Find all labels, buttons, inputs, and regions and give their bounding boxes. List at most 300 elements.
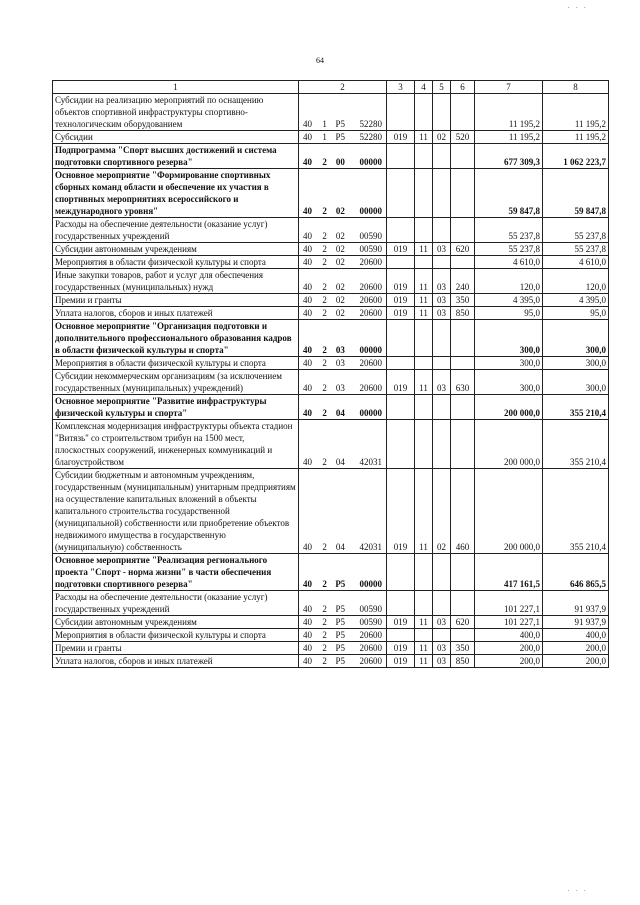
row-col5: 03: [433, 269, 451, 294]
row-col3: [387, 256, 415, 269]
row-code: [299, 370, 387, 395]
header-cell-4: 4: [415, 81, 433, 94]
row-col6: [451, 320, 475, 357]
code-part-c1: 40: [303, 308, 312, 318]
row-col5: [433, 144, 451, 169]
code-grid: [301, 578, 384, 590]
row-col4: [415, 320, 433, 357]
row-name: Субсидии некоммерческим организациям (за исключением государственных (муниципальных) учреждений): [53, 370, 299, 395]
row-col6: [451, 144, 475, 169]
code-part-c3: P5: [335, 617, 346, 627]
row-col3: 019: [387, 616, 415, 629]
row-amount-2: 355 210,4: [543, 420, 609, 469]
row-col5: 03: [433, 243, 451, 256]
row-col6: 850: [451, 655, 475, 668]
row-col4: [415, 218, 433, 243]
code-part-c3: 02: [335, 308, 345, 318]
row-col6: 620: [451, 243, 475, 256]
table-row: [53, 370, 609, 395]
code-part-c1: 40: [303, 358, 312, 368]
code-part-c1: 40: [303, 345, 312, 355]
code-part-c4: 00590: [359, 231, 382, 241]
table-row: [53, 256, 609, 269]
code-part-c4: 20600: [359, 257, 382, 267]
row-amount-2: 55 237,8: [543, 218, 609, 243]
code-grid: [301, 407, 384, 419]
code-part-c4: 00590: [359, 244, 382, 254]
header-cell-7: 7: [475, 81, 543, 94]
row-col4: [415, 144, 433, 169]
row-col5: [433, 256, 451, 269]
code-part-c2: 2: [322, 231, 327, 241]
row-name: Субсидии бюджетным и автономным учреждениям, государственным (муниципальным) унитарным предприятиям на осуществление капитальных вложений в объекты капитального строительства государственной (муниципальной) собственности или приобретение объектов недвижимого имущества в государственную (муниципальную) собственность: [53, 469, 299, 554]
code-part-c1: 40: [303, 656, 312, 666]
row-code: [299, 554, 387, 591]
row-name: Мероприятия в области физической культуры и спорта: [53, 629, 299, 642]
row-col3: [387, 94, 415, 131]
row-amount-1: 400,0: [475, 629, 543, 642]
code-part-c3: 03: [335, 383, 345, 393]
code-part-c2: 2: [322, 457, 327, 467]
code-part-c1: 40: [303, 643, 312, 653]
row-col6: [451, 256, 475, 269]
row-col6: 240: [451, 269, 475, 294]
header-cell-5: 5: [433, 81, 451, 94]
code-part-c4: 20600: [359, 358, 382, 368]
row-amount-2: 200,0: [543, 655, 609, 668]
row-col3: 019: [387, 294, 415, 307]
row-amount-2: 4 610,0: [543, 256, 609, 269]
row-col4: 11: [415, 642, 433, 655]
row-col5: [433, 94, 451, 131]
code-part-c4: 20600: [359, 308, 382, 318]
code-part-c2: 1: [322, 132, 327, 142]
row-col4: 11: [415, 243, 433, 256]
row-amount-2: 400,0: [543, 629, 609, 642]
row-col5: [433, 629, 451, 642]
code-part-c3: 04: [335, 542, 345, 552]
code-part-c4: 20600: [359, 383, 382, 393]
row-col6: 850: [451, 307, 475, 320]
code-part-c4: 20600: [359, 630, 382, 640]
row-col5: 02: [433, 469, 451, 554]
code-part-c3: P5: [335, 643, 346, 653]
row-amount-2: 11 195,2: [543, 131, 609, 144]
table-row: [53, 243, 609, 256]
row-col4: [415, 94, 433, 131]
row-col5: [433, 420, 451, 469]
row-amount-1: 200,0: [475, 642, 543, 655]
table-row: [53, 357, 609, 370]
row-col4: 11: [415, 370, 433, 395]
row-amount-2: 59 847,8: [543, 169, 609, 218]
row-col5: [433, 320, 451, 357]
row-col3: [387, 357, 415, 370]
row-name: Субсидии на реализацию мероприятий по оснащению объектов спортивной инфраструктуры спортивно-технологическим оборудованием: [53, 94, 299, 131]
code-grid: [301, 655, 384, 667]
row-col6: [451, 169, 475, 218]
code-part-c3: P5: [335, 119, 346, 129]
header-cell-1: 1: [53, 81, 299, 94]
row-amount-1: 200 000,0: [475, 395, 543, 420]
code-part-c1: 40: [303, 604, 312, 614]
row-col4: [415, 395, 433, 420]
row-amount-2: 355 210,4: [543, 469, 609, 554]
row-amount-1: 55 237,8: [475, 243, 543, 256]
row-col6: [451, 629, 475, 642]
row-col5: 03: [433, 616, 451, 629]
code-grid: [301, 541, 384, 553]
table-row: [53, 320, 609, 357]
row-amount-2: 11 195,2: [543, 94, 609, 131]
row-col3: 019: [387, 469, 415, 554]
code-part-c4: 52280: [359, 132, 382, 142]
row-col3: 019: [387, 131, 415, 144]
code-grid: [301, 603, 384, 615]
code-part-c2: 2: [322, 157, 327, 167]
row-col3: [387, 629, 415, 642]
row-col5: 03: [433, 655, 451, 668]
budget-table: [52, 80, 609, 668]
row-amount-1: 59 847,8: [475, 169, 543, 218]
code-part-c1: 40: [303, 132, 312, 142]
code-part-c4: 00590: [359, 604, 382, 614]
row-col5: 03: [433, 307, 451, 320]
row-amount-1: 417 161,5: [475, 554, 543, 591]
row-amount-1: 4 610,0: [475, 256, 543, 269]
header-cell-8: 8: [543, 81, 609, 94]
row-amount-2: 200,0: [543, 642, 609, 655]
row-col5: 02: [433, 131, 451, 144]
row-code: [299, 218, 387, 243]
row-col3: [387, 144, 415, 169]
code-part-c3: 04: [335, 408, 345, 418]
code-part-c1: 40: [303, 295, 312, 305]
code-part-c3: 03: [335, 345, 345, 355]
row-amount-1: 677 309,3: [475, 144, 543, 169]
row-name: Уплата налогов, сборов и иных платежей: [53, 307, 299, 320]
row-col6: 350: [451, 642, 475, 655]
row-col3: 019: [387, 642, 415, 655]
row-col3: [387, 591, 415, 616]
row-col4: 11: [415, 469, 433, 554]
row-col4: [415, 357, 433, 370]
table-row: [53, 269, 609, 294]
row-col3: [387, 554, 415, 591]
row-col4: 11: [415, 131, 433, 144]
row-amount-1: 200 000,0: [475, 420, 543, 469]
code-part-c3: 04: [335, 457, 345, 467]
row-amount-2: 91 937,9: [543, 591, 609, 616]
table-row: [53, 420, 609, 469]
row-code: [299, 616, 387, 629]
row-col3: [387, 169, 415, 218]
row-amount-1: 300,0: [475, 357, 543, 370]
table-row: [53, 591, 609, 616]
code-part-c3: 02: [335, 206, 345, 216]
table-row: [53, 218, 609, 243]
row-col3: [387, 420, 415, 469]
code-part-c4: 42031: [359, 457, 382, 467]
row-col6: [451, 554, 475, 591]
row-code: [299, 469, 387, 554]
header-cell-6: 6: [451, 81, 475, 94]
row-col4: 11: [415, 269, 433, 294]
row-col4: [415, 256, 433, 269]
code-part-c1: 40: [303, 408, 312, 418]
row-amount-2: 95,0: [543, 307, 609, 320]
table-body: [53, 81, 609, 668]
table-row: [53, 642, 609, 655]
row-col3: [387, 320, 415, 357]
code-part-c1: 40: [303, 383, 312, 393]
row-col3: [387, 218, 415, 243]
code-part-c2: 2: [322, 630, 327, 640]
code-part-c1: 40: [303, 206, 312, 216]
row-name: Комплексная модернизация инфраструктуры объекта стадион "Витязь" со строительством трибун на 1500 мест, плоскостных сооружений, инженерных коммуникаций и благоустройством: [53, 420, 299, 469]
code-part-c3: P5: [335, 132, 346, 142]
code-grid: [301, 344, 384, 356]
code-part-c1: 40: [303, 257, 312, 267]
code-part-c4: 20600: [359, 656, 382, 666]
row-amount-2: 55 237,8: [543, 243, 609, 256]
code-part-c4: 00000: [359, 345, 382, 355]
row-col5: [433, 218, 451, 243]
row-col6: [451, 591, 475, 616]
row-col5: 03: [433, 370, 451, 395]
code-part-c1: 40: [303, 157, 312, 167]
code-part-c2: 2: [322, 542, 327, 552]
row-name: Основное мероприятие "Формирование спортивных сборных команд области и обеспечение их участия в спортивных мероприятиях всероссийского и международного уровня": [53, 169, 299, 218]
row-col5: [433, 591, 451, 616]
code-part-c4: 00000: [359, 579, 382, 589]
row-name: Субсидии: [53, 131, 299, 144]
code-part-c4: 00000: [359, 206, 382, 216]
row-code: [299, 256, 387, 269]
row-code: [299, 94, 387, 131]
row-code: [299, 591, 387, 616]
row-col6: [451, 395, 475, 420]
row-amount-2: 120,0: [543, 269, 609, 294]
row-col6: 350: [451, 294, 475, 307]
row-amount-2: 300,0: [543, 357, 609, 370]
row-col5: [433, 357, 451, 370]
code-part-c1: 40: [303, 231, 312, 241]
table-row: [53, 554, 609, 591]
code-part-c4: 52280: [359, 119, 382, 129]
row-amount-1: 200 000,0: [475, 469, 543, 554]
code-part-c1: 40: [303, 579, 312, 589]
code-part-c3: 02: [335, 282, 345, 292]
row-amount-1: 200,0: [475, 655, 543, 668]
code-part-c4: 00000: [359, 157, 382, 167]
row-col3: [387, 395, 415, 420]
code-part-c2: 2: [322, 295, 327, 305]
row-amount-1: 55 237,8: [475, 218, 543, 243]
row-amount-2: 355 210,4: [543, 395, 609, 420]
code-part-c1: 40: [303, 457, 312, 467]
code-part-c2: 2: [322, 358, 327, 368]
code-part-c1: 40: [303, 119, 312, 129]
row-name: Мероприятия в области физической культуры и спорта: [53, 256, 299, 269]
row-name: Подпрограмма "Спорт высших достижений и система подготовки спортивного резерва": [53, 144, 299, 169]
code-part-c2: 2: [322, 408, 327, 418]
row-col4: [415, 554, 433, 591]
table-row: [53, 469, 609, 554]
code-part-c2: 2: [322, 656, 327, 666]
code-part-c1: 40: [303, 244, 312, 254]
code-part-c3: P5: [335, 656, 346, 666]
row-code: [299, 420, 387, 469]
row-col3: 019: [387, 370, 415, 395]
table-row: [53, 629, 609, 642]
code-part-c4: 20600: [359, 282, 382, 292]
code-part-c2: 2: [322, 579, 327, 589]
code-part-c4: 20600: [359, 643, 382, 653]
row-name: Основное мероприятие "Организация подготовки и дополнительного профессионального образования кадров в области физической культуры и спорта": [53, 320, 299, 357]
code-part-c3: 02: [335, 244, 345, 254]
row-name: Основное мероприятие "Развитие инфраструктуры физической культуры и спорта": [53, 395, 299, 420]
row-code: [299, 131, 387, 144]
row-amount-1: 4 395,0: [475, 294, 543, 307]
row-amount-1: 11 195,2: [475, 94, 543, 131]
row-col5: [433, 554, 451, 591]
row-col3: 019: [387, 269, 415, 294]
top-corner-mark: · · ·: [567, 4, 588, 12]
row-col6: 630: [451, 370, 475, 395]
row-code: [299, 642, 387, 655]
code-part-c2: 2: [322, 244, 327, 254]
table-row: [53, 294, 609, 307]
code-part-c1: 40: [303, 282, 312, 292]
row-amount-1: 300,0: [475, 320, 543, 357]
code-part-c3: 02: [335, 295, 345, 305]
row-name: Премии и гранты: [53, 642, 299, 655]
code-grid: [301, 642, 384, 654]
row-code: [299, 243, 387, 256]
code-part-c2: 2: [322, 345, 327, 355]
row-col5: 03: [433, 294, 451, 307]
row-amount-2: 4 395,0: [543, 294, 609, 307]
code-part-c4: 00590: [359, 617, 382, 627]
row-col3: 019: [387, 655, 415, 668]
table-row: [53, 655, 609, 668]
row-col4: [415, 629, 433, 642]
table-row: [53, 395, 609, 420]
code-grid: [301, 281, 384, 293]
row-amount-2: 300,0: [543, 320, 609, 357]
row-col4: 11: [415, 307, 433, 320]
row-col4: 11: [415, 616, 433, 629]
row-amount-2: 300,0: [543, 370, 609, 395]
row-col6: [451, 357, 475, 370]
row-code: [299, 294, 387, 307]
row-code: [299, 169, 387, 218]
header-cell-2: 2: [299, 81, 387, 94]
row-col3: 019: [387, 307, 415, 320]
row-amount-2: 646 865,5: [543, 554, 609, 591]
row-col6: 620: [451, 616, 475, 629]
code-part-c4: 20600: [359, 295, 382, 305]
row-col4: [415, 169, 433, 218]
row-amount-2: 91 937,9: [543, 616, 609, 629]
code-part-c3: P5: [335, 604, 346, 614]
row-col5: 03: [433, 642, 451, 655]
code-part-c2: 1: [322, 119, 327, 129]
code-grid: [301, 629, 384, 641]
code-part-c2: 2: [322, 308, 327, 318]
page-number: 64: [316, 56, 324, 65]
row-amount-1: 300,0: [475, 370, 543, 395]
code-part-c4: 42031: [359, 542, 382, 552]
row-col5: [433, 395, 451, 420]
code-part-c2: 2: [322, 643, 327, 653]
code-part-c3: P5: [335, 579, 346, 589]
row-name: Субсидии автономным учреждениям: [53, 616, 299, 629]
row-amount-2: 1 062 223,7: [543, 144, 609, 169]
code-grid: [301, 616, 384, 628]
row-amount-1: 120,0: [475, 269, 543, 294]
code-part-c1: 40: [303, 630, 312, 640]
table-row: [53, 131, 609, 144]
row-col5: [433, 169, 451, 218]
code-grid: [301, 456, 384, 468]
code-part-c2: 2: [322, 257, 327, 267]
row-name: Иные закупки товаров, работ и услуг для обеспечения государственных (муниципальных) нужд: [53, 269, 299, 294]
row-code: [299, 320, 387, 357]
code-part-c2: 2: [322, 617, 327, 627]
row-col4: [415, 420, 433, 469]
row-col3: 019: [387, 243, 415, 256]
code-grid: [301, 294, 384, 306]
row-name: Мероприятия в области физической культуры и спорта: [53, 357, 299, 370]
row-code: [299, 357, 387, 370]
code-grid: [301, 205, 384, 217]
row-name: Основное мероприятие "Реализация регионального проекта "Спорт - норма жизни" в части обеспечения подготовки спортивного резерва": [53, 554, 299, 591]
row-col6: [451, 218, 475, 243]
code-part-c2: 2: [322, 383, 327, 393]
code-part-c3: 03: [335, 358, 345, 368]
row-code: [299, 655, 387, 668]
code-part-c3: 00: [335, 157, 345, 167]
code-part-c1: 40: [303, 542, 312, 552]
table-row: [53, 307, 609, 320]
row-col4: [415, 591, 433, 616]
row-name: Расходы на обеспечение деятельности (оказание услуг) государственных учреждений: [53, 591, 299, 616]
row-code: [299, 269, 387, 294]
row-code: [299, 144, 387, 169]
code-grid: [301, 357, 384, 369]
code-part-c2: 2: [322, 206, 327, 216]
row-col4: 11: [415, 294, 433, 307]
code-part-c2: 2: [322, 604, 327, 614]
row-amount-1: 101 227,1: [475, 591, 543, 616]
table-row: [53, 616, 609, 629]
code-part-c1: 40: [303, 617, 312, 627]
row-code: [299, 307, 387, 320]
code-grid: [301, 118, 384, 130]
header-cell-3: 3: [387, 81, 415, 94]
code-part-c4: 00000: [359, 408, 382, 418]
row-name: Премии и гранты: [53, 294, 299, 307]
table-row: [53, 94, 609, 131]
row-col4: 11: [415, 655, 433, 668]
table-row: [53, 144, 609, 169]
row-code: [299, 395, 387, 420]
bottom-corner-mark: · · ·: [567, 887, 588, 895]
code-grid: [301, 230, 384, 242]
code-grid: [301, 307, 384, 319]
